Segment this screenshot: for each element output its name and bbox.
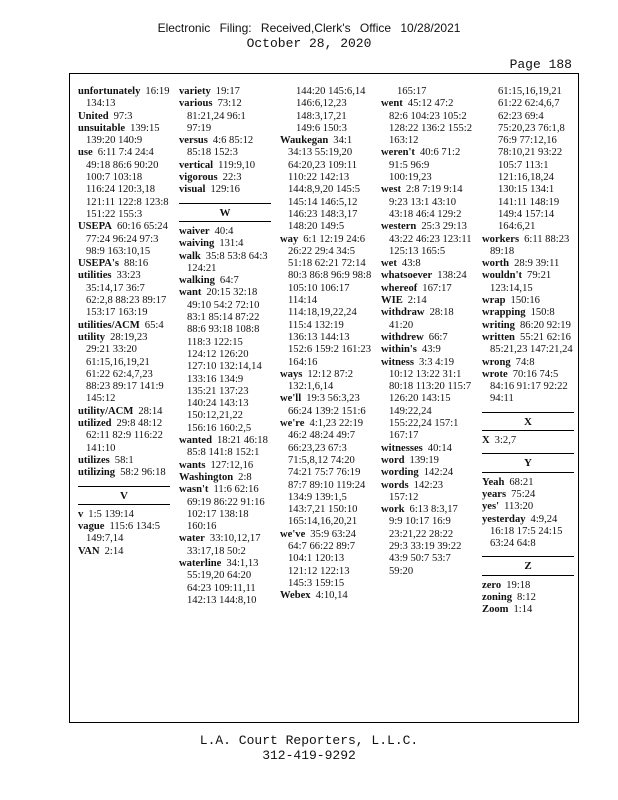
index-term: utilities/ACM [78, 319, 140, 331]
index-term: United [78, 110, 109, 122]
word-index-box [69, 73, 579, 723]
page-line-refs: 88:16 [124, 258, 149, 270]
index-entry [482, 477, 574, 489]
index-term: wrap [482, 295, 506, 307]
page-line-refs: 97:3 [113, 110, 133, 122]
index-term: walk [179, 250, 201, 262]
page-line-refs: 68:21 [509, 476, 534, 488]
index-entry [78, 258, 170, 270]
index-term: walking [179, 275, 215, 287]
index-entry [78, 320, 170, 332]
page-line-refs: 129:16 [210, 184, 240, 196]
index-term: weren't [381, 147, 415, 159]
index-term: withdraw [381, 307, 425, 319]
index-entry [482, 501, 574, 513]
section-letter: Y [524, 457, 532, 470]
index-term: written [482, 331, 515, 343]
page-line-refs: 4:9,24 16:18 17:5 24:15 63:24 64:8 [490, 513, 563, 550]
index-entry [78, 86, 170, 111]
index-entry [482, 592, 574, 604]
index-term: want [179, 287, 202, 299]
page-line-refs: 150:8 [530, 307, 555, 319]
index-term: yes' [482, 501, 500, 513]
index-entry [179, 251, 271, 276]
index-entry [381, 184, 473, 221]
footer [0, 733, 618, 763]
index-entry [381, 295, 473, 307]
page-line-refs: 144:20 145:6,14 146:6,12,23 148:3,17,21 149:6 150:3 [296, 86, 366, 134]
index-term: wasn't [179, 484, 209, 496]
page-line-refs: 19:17 [215, 86, 240, 97]
index-term: whereof [381, 282, 418, 294]
page-line-refs: 150:16 [510, 295, 540, 307]
index-entry [179, 184, 271, 196]
index-entry [179, 86, 271, 98]
section-rule [482, 430, 574, 431]
page-line-refs: 35:8 53:8 64:3 124:21 [187, 250, 268, 274]
index-entry [280, 86, 372, 135]
page-line-refs: 70:16 74:5 84:16 91:17 92:22 94:11 [490, 368, 568, 405]
index-term: way [280, 233, 299, 245]
section-rule [78, 504, 170, 505]
page-line-refs: 8:12 [517, 591, 536, 603]
page-line-refs: 40:4 [214, 225, 234, 237]
index-entry [78, 221, 170, 258]
index-term: workers [482, 233, 520, 245]
index-entry [482, 489, 574, 501]
page-line-refs: 6:11 88:23 89:18 [490, 233, 570, 257]
index-entry [179, 484, 271, 533]
page-line-refs: 45:12 47:2 82:6 104:23 105:2 128:22 136:2 155:2 163:12 [389, 98, 472, 147]
page-line-refs: 73:12 81:21,24 96:1 97:19 [187, 98, 246, 134]
index-term: wrote [482, 368, 508, 380]
index-entry [381, 98, 473, 147]
index-term: waterline [179, 557, 222, 569]
index-term: unsuitable [78, 122, 126, 134]
index-term: withdrew [381, 331, 424, 343]
page-line-refs: 6:11 7:4 24:4 49:18 86:6 90:20 100:7 103:18 116:24 120:3,18 121:11 122:8 123:8 151:22 155:3 [86, 147, 169, 220]
page-line-refs: 74:8 [515, 356, 535, 368]
index-entry [78, 455, 170, 467]
index-entry [280, 234, 372, 369]
page-line-refs: 19:18 [506, 579, 531, 591]
index-column-3 [280, 86, 372, 602]
index-entry [179, 558, 271, 607]
page-line-refs: 16:19 134:13 [86, 86, 170, 110]
index-entry [381, 307, 473, 332]
index-entry [78, 467, 170, 479]
index-entry [482, 369, 574, 406]
section-letter: V [120, 489, 128, 502]
court-reporter-phone: 312-419-9292 [262, 748, 356, 763]
index-entry [78, 147, 170, 221]
page-number: Page 188 [509, 57, 572, 72]
index-entry [381, 221, 473, 258]
section-header [482, 556, 574, 575]
index-term: witnesses [381, 442, 423, 454]
index-entry [78, 546, 170, 558]
page-line-refs: 18:21 46:18 85:8 141:8 152:1 [187, 435, 268, 459]
index-term: witness [381, 356, 414, 368]
index-term: zoning [482, 591, 513, 603]
page-line-refs: 61:15,16,19,21 61:22 62:4,6,7 62:23 69:4 75:20,23 76:1,8 76:9 77:12,16 78:10,21 93:22 105:7 113:1 121:16,18,24 130:15 134:1 141:11 148:19 149:4 157:14 164:6,21 [498, 86, 565, 233]
index-term: versus [179, 135, 208, 147]
index-term: wouldn't [482, 270, 523, 282]
court-reporter-name: L.A. Court Reporters, L.L.C. [199, 733, 419, 748]
page-line-refs: 12:12 87:2 132:1,6,14 [288, 368, 353, 393]
index-entry [179, 533, 271, 558]
page-line-refs: 34:1,13 55:19,20 64:20 64:23 109:11,11 142:13 144:8,10 [187, 557, 259, 606]
page-line-refs: 20:15 32:18 49:10 54:2 72:10 83:1 85:14 87:22 88:6 93:18 108:8 118:3 122:15 124:12 126:20 127:10 132:14,14 133:16 134:9 135:21 137:23 140:24 143:13 150:12,21,22 156:16 160:2,5 [187, 287, 262, 434]
index-term: USEPA's [78, 258, 120, 270]
index-term: wet [381, 258, 397, 270]
page-line-refs: 167:17 [422, 282, 452, 294]
page-line-refs: 65:4 [144, 319, 164, 331]
section-rule [482, 472, 574, 473]
page-line-refs: 40:14 [427, 442, 452, 454]
page-line-refs: 43:8 [401, 258, 421, 270]
page-line-refs: 43:9 [421, 344, 441, 356]
page-line-refs: 6:1 12:19 24:6 26:22 29:4 34:5 51:18 62:21 72:14 80:3 86:8 96:9 98:8 105:10 106:17 114:14 114:18,19,22,24 115:4 132:19 136:13 144:13 152:6 159:2 161:23 164:16 [288, 233, 372, 368]
index-term: waiving [179, 238, 215, 250]
index-term: X [482, 435, 490, 447]
index-entry [482, 258, 574, 270]
page-line-refs: 1:5 139:14 [88, 508, 134, 520]
index-term: unfortunately [78, 86, 141, 97]
section-header [179, 203, 271, 222]
index-term: wrong [482, 356, 511, 368]
index-term: ways [280, 368, 303, 380]
index-entry [482, 604, 574, 616]
index-term: v [78, 508, 84, 520]
page-line-refs: 4:10,14 [315, 590, 348, 602]
index-entry [280, 590, 372, 602]
index-term: wording [381, 467, 419, 479]
index-term: within's [381, 344, 417, 356]
section-header [482, 453, 574, 472]
index-term: writing [482, 319, 515, 331]
page-line-refs: 131:4 [219, 238, 244, 250]
index-term: Yeah [482, 476, 505, 488]
index-entry [179, 435, 271, 460]
page-line-refs: 11:6 62:16 69:19 86:22 91:16 102:17 138:18 160:16 [187, 484, 265, 533]
index-entry [381, 504, 473, 578]
page-line-refs: 79:21 123:14,15 [490, 270, 552, 294]
page-line-refs: 3:3 4:19 10:12 13:22 31:1 80:18 113:20 115:7 126:20 143:15 149:22,24 155:22,24 157:1 167:17 [389, 356, 472, 442]
page-line-refs: 4:6 85:12 85:18 152:3 [187, 135, 254, 159]
index-entry [381, 86, 473, 98]
index-term: worth [482, 258, 510, 270]
index-term: word [381, 454, 405, 466]
index-term: Washington [179, 471, 234, 483]
index-term: vague [78, 521, 105, 533]
index-column-1 [78, 86, 170, 558]
index-entry [381, 147, 473, 184]
section-header [482, 412, 574, 431]
index-entry [381, 455, 473, 467]
index-entry [78, 332, 170, 406]
index-entry [179, 287, 271, 435]
page-line-refs: 2:14 [407, 295, 427, 307]
index-column-2 [179, 86, 271, 607]
index-entry [179, 226, 271, 238]
index-entry [381, 283, 473, 295]
page-line-refs: 33:10,12,17 33:17,18 50:2 [187, 533, 261, 557]
index-entry [179, 460, 271, 472]
index-term: wants [179, 459, 206, 471]
index-entry [482, 357, 574, 369]
index-entry [482, 435, 574, 447]
index-term: utility [78, 331, 106, 343]
index-entry [381, 270, 473, 282]
page-line-refs: 19:3 56:3,23 66:24 139:2 151:6 [288, 393, 366, 417]
section-letter: W [219, 206, 231, 219]
transcript-date: October 28, 2020 [246, 36, 372, 51]
page-line-refs: 75:24 [511, 488, 536, 500]
index-term: WIE [381, 295, 403, 307]
index-term: vertical [179, 159, 214, 171]
page-line-refs: 142:23 157:12 [389, 479, 444, 503]
index-term: Zoom [482, 604, 509, 616]
page-line-refs: 34:1 34:13 55:19,20 64:20,23 109:11 110:22 142:13 144:8,9,20 145:5 145:14 146:5,12 146:23 148:3,17 148:20 149:5 [288, 135, 361, 233]
filing-stamp: Electronic Filing: Received,Clerk's Office 10/28/2021 [157, 21, 461, 35]
page-line-refs: 60:16 65:24 77:24 96:24 97:3 98:9 163:10,15 [86, 221, 168, 257]
index-term: Webex [280, 590, 311, 602]
section-header [78, 486, 170, 505]
index-entry [482, 514, 574, 551]
index-entry [78, 406, 170, 418]
page-line-refs: 113:20 [504, 501, 534, 513]
page-line-refs: 127:12,16 [210, 459, 254, 471]
index-term: we've [280, 528, 306, 540]
index-entry [78, 270, 170, 319]
page-line-refs: 165:17 [397, 86, 427, 97]
page-line-refs: 66:7 [428, 331, 448, 343]
index-entry [381, 332, 473, 344]
index-entry [280, 369, 372, 394]
page-line-refs: 55:21 62:16 85:21,23 147:21,24 [490, 331, 573, 356]
index-term: whatsoever [381, 270, 433, 282]
page-line-refs: 40:6 71:2 91:5 96:9 100:19,23 [389, 147, 461, 184]
index-term: VAN [78, 545, 100, 557]
index-entry [179, 275, 271, 287]
index-entry [381, 344, 473, 356]
index-entry [482, 332, 574, 357]
page-line-refs: 2:8 [238, 471, 252, 483]
index-entry [179, 238, 271, 250]
page-line-refs: 3:2,7 [494, 435, 517, 447]
page-line-refs: 28:19,23 29:21 33:20 61:15,16,19,21 61:22 62:4,7,23 88:23 89:17 141:9 145:12 [86, 331, 164, 405]
section-rule [482, 575, 574, 576]
page-line-refs: 2:8 7:19 9:14 9:23 13:1 43:10 43:18 46:4 129:2 [389, 184, 463, 220]
index-entry [482, 580, 574, 592]
index-term: visual [179, 184, 206, 196]
index-entry [482, 270, 574, 295]
index-term: yesterday [482, 513, 526, 525]
page-line-refs: 58:2 96:18 [120, 467, 166, 479]
section-letter: Z [524, 560, 532, 573]
index-term: various [179, 98, 213, 110]
page-line-refs: 28:18 41:20 [389, 307, 454, 331]
index-term: went [381, 98, 403, 110]
page-line-refs: 86:20 92:19 [519, 319, 571, 331]
index-entry [280, 393, 372, 418]
page-line-refs: 64:7 [219, 275, 239, 287]
page-line-refs: 119:9,10 [218, 159, 256, 171]
index-entry [280, 418, 372, 529]
index-term: USEPA [78, 221, 112, 233]
page-line-refs: 28:9 39:11 [514, 258, 560, 270]
page-line-refs: 139:19 [409, 454, 439, 466]
index-term: years [482, 488, 507, 500]
index-entry [179, 472, 271, 484]
index-term: vigorous [179, 172, 218, 184]
index-term: utilizes [78, 454, 110, 466]
page-line-refs: 58:1 [114, 454, 134, 466]
page-line-refs: 1:14 [513, 604, 533, 616]
index-term: west [381, 184, 402, 196]
index-entry [482, 86, 574, 234]
page-line-refs: 35:9 63:24 64:7 66:22 89:7 104:1 120:13 121:12 122:13 145:3 159:15 [288, 528, 356, 589]
page-line-refs: 2:14 [104, 545, 124, 557]
page-line-refs: 33:23 35:14,17 36:7 62:2,8 88:23 89:17 153:17 163:19 [86, 270, 167, 319]
page-line-refs: 115:6 134:5 149:7,14 [86, 521, 161, 545]
index-entry [78, 123, 170, 148]
index-term: we're [280, 418, 305, 430]
index-entry [381, 357, 473, 443]
index-entry [78, 418, 170, 455]
index-column-4 [381, 86, 473, 578]
index-entry [381, 480, 473, 505]
index-entry [482, 320, 574, 332]
index-term: words [381, 479, 409, 491]
page-line-refs: 6:13 8:3,17 9:9 10:17 16:9 23:21,22 28:22 29:3 33:19 39:22 43:9 50:7 53:7 59:20 [389, 504, 462, 577]
index-entry [280, 135, 372, 233]
page-line-refs: 22:3 [222, 172, 242, 184]
index-entry [482, 307, 574, 319]
index-entry [381, 258, 473, 270]
page-line-refs: 142:24 [423, 467, 454, 479]
index-entry [179, 172, 271, 184]
index-entry [78, 521, 170, 546]
page-line-refs: 139:15 139:20 140:9 [86, 122, 160, 147]
page-line-refs: 28:14 [138, 405, 163, 417]
index-term: zero [482, 579, 502, 591]
index-entry [179, 98, 271, 135]
index-entry [381, 467, 473, 479]
index-term: western [381, 221, 417, 233]
index-term: work [381, 504, 405, 516]
index-term: waiver [179, 225, 210, 237]
index-entry [482, 295, 574, 307]
index-term: wanted [179, 435, 212, 447]
index-term: Waukegan [280, 135, 329, 147]
index-term: we'll [280, 393, 302, 405]
index-entry [381, 443, 473, 455]
index-term: utilizing [78, 467, 116, 479]
index-entry [78, 509, 170, 521]
index-entry [280, 529, 372, 590]
index-column-5 [482, 86, 574, 617]
page-line-refs: 25:3 29:13 43:22 46:23 123:11 125:13 165:5 [389, 221, 472, 257]
section-rule [179, 221, 271, 222]
index-term: use [78, 147, 93, 159]
index-entry [78, 111, 170, 123]
index-term: utilities [78, 270, 112, 282]
index-term: water [179, 533, 205, 545]
section-letter: X [524, 415, 532, 428]
index-term: variety [179, 86, 211, 97]
index-entry [179, 160, 271, 172]
page-line-refs: 29:8 48:12 62:11 82:9 116:22 141:10 [86, 418, 163, 454]
page-line-refs: 4:1,23 22:19 46:2 48:24 49:7 66:23,23 67:3 71:5,8,12 74:20 74:21 75:7 76:19 87:7 89:10 119:24 134:9 139:1,5 143:7,21 150:10 165:14,16,20,21 [288, 418, 366, 528]
index-term: utility/ACM [78, 405, 134, 417]
page-line-refs: 138:24 [437, 270, 467, 282]
index-entry [482, 234, 574, 259]
index-term: wrapping [482, 307, 526, 319]
index-entry [179, 135, 271, 160]
index-term: utilized [78, 418, 112, 430]
